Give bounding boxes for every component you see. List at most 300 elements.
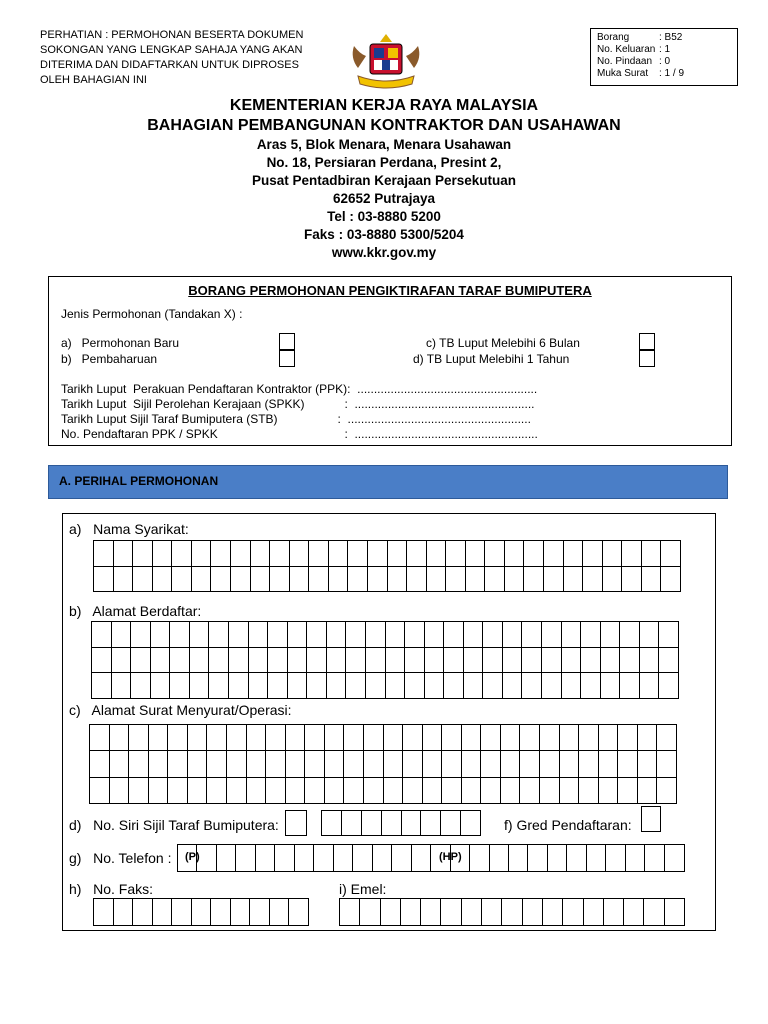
entry-cell[interactable] [462,751,482,777]
entry-cell[interactable] [640,648,660,674]
entry-cell[interactable] [314,845,333,871]
entry-cell[interactable] [503,673,523,699]
entry-cell[interactable] [562,673,582,699]
entry-cell[interactable] [168,725,188,751]
entry-cell[interactable] [505,567,525,593]
entry-cell[interactable] [305,751,325,777]
entry-cell[interactable] [170,648,190,674]
entry-cell[interactable] [231,567,251,593]
entry-cell[interactable] [129,751,149,777]
entry-cell[interactable] [90,751,110,777]
entry-cell[interactable] [94,899,114,926]
entry-cell[interactable] [211,567,231,593]
entry-cell[interactable] [236,845,255,871]
entry-cell[interactable] [490,845,509,871]
entry-cell[interactable] [540,778,560,804]
entry-cell[interactable] [133,541,153,567]
entry-cell[interactable] [268,673,288,699]
entry-cell[interactable] [307,622,327,648]
entry-cell[interactable] [149,751,169,777]
entry-cell[interactable] [567,845,586,871]
entry-cell[interactable] [622,567,642,593]
entry-cell[interactable] [170,673,190,699]
entry-cell[interactable] [425,673,445,699]
entry-cell[interactable] [247,778,267,804]
entry-cell[interactable] [482,899,502,926]
entry-cell[interactable] [522,673,542,699]
entry-cell[interactable] [464,622,484,648]
entry-cell[interactable] [170,622,190,648]
entry-cell[interactable] [131,673,151,699]
entry-cell[interactable] [114,541,134,567]
entry-cell[interactable] [94,541,114,567]
entry-cell[interactable] [581,622,601,648]
entry-cell[interactable] [133,899,153,926]
entry-cell[interactable] [92,622,112,648]
entry-cell[interactable] [542,673,562,699]
entry-cell[interactable] [207,725,227,751]
entry-cell[interactable] [665,845,684,871]
entry-cell[interactable] [405,622,425,648]
entry-cell[interactable] [192,541,212,567]
entry-cell[interactable] [542,622,562,648]
entry-cell[interactable] [640,673,660,699]
entry-cell[interactable] [481,778,501,804]
entry-cell[interactable] [464,673,484,699]
entry-cell[interactable] [407,541,427,567]
entry-cell[interactable] [92,673,112,699]
entry-cell[interactable] [421,811,441,836]
entry-cell[interactable] [642,541,662,567]
entry-cell[interactable] [256,845,275,871]
entry-cell[interactable] [325,725,345,751]
entry-cell[interactable] [151,648,171,674]
entry-cell[interactable] [563,899,583,926]
entry-cell[interactable] [501,751,521,777]
spkk-expiry-field[interactable]: Tarikh Luput Sijil Perolehan Kerajaan (SPKK) : ...................................................... [61,397,535,411]
entry-cell[interactable] [581,673,601,699]
entry-cell[interactable] [129,778,149,804]
entry-cell[interactable] [110,778,130,804]
entry-cell[interactable] [579,751,599,777]
entry-cell[interactable] [528,845,547,871]
entry-cell[interactable] [209,622,229,648]
entry-cell[interactable] [94,567,114,593]
entry-cell[interactable] [211,899,231,926]
entry-cell[interactable] [645,845,664,871]
entry-cell[interactable] [524,567,544,593]
entry-cell[interactable] [587,845,606,871]
entry-cell[interactable] [366,622,386,648]
entry-cell[interactable] [603,567,623,593]
entry-cell[interactable] [286,751,306,777]
entry-cell[interactable] [227,751,247,777]
entry-cell[interactable] [386,648,406,674]
entry-cell[interactable] [421,899,441,926]
entry-cell[interactable] [470,845,489,871]
entry-cell[interactable] [188,725,208,751]
entry-cell[interactable] [442,725,462,751]
entry-cell[interactable] [441,899,461,926]
entry-cell[interactable] [485,567,505,593]
entry-cell[interactable] [334,845,353,871]
entry-cell[interactable] [231,541,251,567]
entry-cell[interactable] [309,541,329,567]
entry-cell[interactable] [462,899,482,926]
entry-cell[interactable] [172,899,192,926]
entry-cell[interactable] [92,648,112,674]
entry-cell[interactable] [657,725,677,751]
entry-cell[interactable] [227,778,247,804]
entry-cell[interactable] [366,673,386,699]
entry-cell[interactable] [368,567,388,593]
entry-cell[interactable] [322,811,342,836]
entry-cell[interactable] [346,673,366,699]
entry-cell[interactable] [288,673,308,699]
option-new-checkbox[interactable] [279,333,295,350]
entry-cell[interactable] [192,899,212,926]
entry-cell[interactable] [190,673,210,699]
stb-expiry-field[interactable]: Tarikh Luput Sijil Taraf Bumiputera (STB) : ....................................................... [61,412,531,426]
entry-cell[interactable] [211,541,231,567]
entry-cell[interactable] [197,845,216,871]
entry-cell[interactable] [247,725,267,751]
entry-cell[interactable] [344,751,364,777]
entry-cell[interactable] [114,899,134,926]
entry-cell[interactable] [520,751,540,777]
entry-cell[interactable] [601,648,621,674]
entry-cell[interactable] [599,725,619,751]
entry-cell[interactable] [151,622,171,648]
entry-cell[interactable] [659,648,679,674]
entry-cell[interactable] [217,845,236,871]
entry-cell[interactable] [604,899,624,926]
entry-cell[interactable] [229,622,249,648]
entry-cell[interactable] [209,648,229,674]
option-expired-6-months-checkbox[interactable] [639,333,655,350]
entry-cell[interactable] [542,648,562,674]
entry-cell[interactable] [110,751,130,777]
entry-cell[interactable] [618,778,638,804]
entry-cell[interactable] [362,811,382,836]
entry-cell[interactable] [583,541,603,567]
entry-cell[interactable] [509,845,528,871]
entry-cell[interactable] [403,725,423,751]
entry-cell[interactable] [620,673,640,699]
entry-cell[interactable] [618,725,638,751]
entry-cell[interactable] [360,899,380,926]
entry-cell[interactable] [149,725,169,751]
entry-cell[interactable] [250,899,270,926]
entry-cell[interactable] [425,648,445,674]
entry-cell[interactable] [657,778,677,804]
entry-cell[interactable] [381,899,401,926]
entry-cell[interactable] [249,622,269,648]
entry-cell[interactable] [388,567,408,593]
entry-cell[interactable] [523,899,543,926]
entry-cell[interactable] [661,541,681,567]
entry-cell[interactable] [270,567,290,593]
entry-cell[interactable] [501,725,521,751]
entry-cell[interactable] [286,811,307,836]
entry-cell[interactable] [168,751,188,777]
entry-cell[interactable] [327,622,347,648]
entry-cell[interactable] [288,622,308,648]
entry-cell[interactable] [290,541,310,567]
entry-cell[interactable] [364,778,384,804]
entry-cell[interactable] [505,541,525,567]
entry-cell[interactable] [661,567,681,593]
entry-cell[interactable] [638,725,658,751]
entry-cell[interactable] [583,567,603,593]
entry-cell[interactable] [90,778,110,804]
entry-cell[interactable] [659,673,679,699]
entry-cell[interactable] [209,673,229,699]
entry-cell[interactable] [665,899,685,926]
entry-cell[interactable] [599,751,619,777]
entry-cell[interactable] [295,845,314,871]
entry-cell[interactable] [446,541,466,567]
entry-cell[interactable] [353,845,372,871]
entry-cell[interactable] [601,622,621,648]
entry-cell[interactable] [305,778,325,804]
entry-cell[interactable] [622,541,642,567]
entry-cell[interactable] [503,622,523,648]
entry-cell[interactable] [229,673,249,699]
entry-cell[interactable] [133,567,153,593]
entry-cell[interactable] [562,648,582,674]
entry-cell[interactable] [270,541,290,567]
entry-cell[interactable] [626,845,645,871]
entry-cell[interactable] [231,899,251,926]
entry-cell[interactable] [427,567,447,593]
entry-cell[interactable] [659,622,679,648]
entry-cell[interactable] [168,778,188,804]
entry-cell[interactable] [584,899,604,926]
entry-cell[interactable] [131,622,151,648]
entry-cell[interactable] [307,673,327,699]
entry-cell[interactable] [485,541,505,567]
entry-cell[interactable] [346,622,366,648]
entry-cell[interactable] [560,725,580,751]
entry-cell[interactable] [188,778,208,804]
option-expired-1-year-checkbox[interactable] [639,350,655,367]
entry-cell[interactable] [481,751,501,777]
entry-cell[interactable] [544,567,564,593]
entry-cell[interactable] [346,648,366,674]
entry-cell[interactable] [366,648,386,674]
entry-cell[interactable] [520,778,540,804]
entry-cell[interactable] [638,778,658,804]
entry-cell[interactable] [522,622,542,648]
entry-cell[interactable] [153,541,173,567]
entry-cell[interactable] [329,567,349,593]
entry-cell[interactable] [524,541,544,567]
telephone-strip[interactable] [177,844,685,872]
entry-cell[interactable] [403,778,423,804]
entry-cell[interactable] [190,622,210,648]
entry-cell[interactable] [251,541,271,567]
entry-cell[interactable] [307,648,327,674]
entry-cell[interactable] [309,567,329,593]
entry-cell[interactable] [483,673,503,699]
entry-cell[interactable] [325,751,345,777]
entry-cell[interactable] [540,725,560,751]
entry-cell[interactable] [441,811,461,836]
entry-cell[interactable] [540,751,560,777]
entry-cell[interactable] [386,622,406,648]
entry-cell[interactable] [560,751,580,777]
entry-cell[interactable] [386,673,406,699]
entry-cell[interactable] [403,751,423,777]
entry-cell[interactable] [112,648,132,674]
fax-grid[interactable] [93,898,309,926]
entry-cell[interactable] [638,751,658,777]
entry-cell[interactable] [384,778,404,804]
entry-cell[interactable] [606,845,625,871]
entry-cell[interactable] [442,751,462,777]
entry-cell[interactable] [190,648,210,674]
entry-cell[interactable] [423,751,443,777]
entry-cell[interactable] [344,725,364,751]
registration-grade-box[interactable] [641,806,661,832]
entry-cell[interactable] [342,811,362,836]
entry-cell[interactable] [348,567,368,593]
entry-cell[interactable] [373,845,392,871]
entry-cell[interactable] [384,725,404,751]
entry-cell[interactable] [401,899,421,926]
entry-cell[interactable] [466,567,486,593]
entry-cell[interactable] [581,648,601,674]
entry-cell[interactable] [286,725,306,751]
entry-cell[interactable] [289,899,309,926]
entry-cell[interactable] [286,778,306,804]
entry-cell[interactable] [464,648,484,674]
entry-cell[interactable] [112,622,132,648]
entry-cell[interactable] [644,899,664,926]
entry-cell[interactable] [368,541,388,567]
entry-cell[interactable] [407,567,427,593]
entry-cell[interactable] [364,725,384,751]
registration-number-field[interactable]: No. Pendaftaran PPK / SPKK : ....................................................... [61,427,538,441]
entry-cell[interactable] [444,648,464,674]
entry-cell[interactable] [329,541,349,567]
entry-cell[interactable] [266,725,286,751]
entry-cell[interactable] [620,648,640,674]
entry-cell[interactable] [90,725,110,751]
entry-cell[interactable] [405,673,425,699]
email-grid[interactable] [339,898,685,926]
entry-cell[interactable] [564,541,584,567]
entry-cell[interactable] [483,648,503,674]
entry-cell[interactable] [192,567,212,593]
entry-cell[interactable] [522,648,542,674]
entry-cell[interactable] [642,567,662,593]
entry-cell[interactable] [423,778,443,804]
entry-cell[interactable] [249,648,269,674]
entry-cell[interactable] [520,725,540,751]
entry-cell[interactable] [266,778,286,804]
entry-cell[interactable] [461,811,481,836]
entry-cell[interactable] [562,622,582,648]
entry-cell[interactable] [382,811,402,836]
entry-cell[interactable] [483,622,503,648]
entry-cell[interactable] [599,778,619,804]
entry-cell[interactable] [188,751,208,777]
entry-cell[interactable] [603,541,623,567]
entry-cell[interactable] [388,541,408,567]
entry-cell[interactable] [501,778,521,804]
entry-cell[interactable] [384,751,404,777]
entry-cell[interactable] [657,751,677,777]
entry-cell[interactable] [640,622,660,648]
entry-cell[interactable] [579,725,599,751]
entry-cell[interactable] [402,811,422,836]
entry-cell[interactable] [153,899,173,926]
entry-cell[interactable] [620,622,640,648]
entry-cell[interactable] [247,751,267,777]
entry-cell[interactable] [618,751,638,777]
entry-cell[interactable] [110,725,130,751]
entry-cell[interactable] [270,899,290,926]
entry-cell[interactable] [624,899,644,926]
stb-serial-grid[interactable] [321,810,481,836]
entry-cell[interactable] [229,648,249,674]
entry-cell[interactable] [325,778,345,804]
entry-cell[interactable] [268,622,288,648]
entry-cell[interactable] [543,899,563,926]
entry-cell[interactable] [560,778,580,804]
entry-cell[interactable] [290,567,310,593]
entry-cell[interactable] [601,673,621,699]
entry-cell[interactable] [207,778,227,804]
entry-cell[interactable] [466,541,486,567]
entry-cell[interactable] [442,778,462,804]
entry-cell[interactable] [266,751,286,777]
entry-cell[interactable] [502,899,522,926]
entry-cell[interactable] [548,845,567,871]
entry-cell[interactable] [288,648,308,674]
entry-cell[interactable] [207,751,227,777]
entry-cell[interactable] [149,778,169,804]
entry-cell[interactable] [348,541,368,567]
entry-cell[interactable] [425,622,445,648]
entry-cell[interactable] [268,648,288,674]
entry-cell[interactable] [481,725,501,751]
entry-cell[interactable] [153,567,173,593]
entry-cell[interactable] [444,622,464,648]
entry-cell[interactable] [172,541,192,567]
entry-cell[interactable] [444,673,464,699]
entry-cell[interactable] [227,725,247,751]
entry-cell[interactable] [544,541,564,567]
entry-cell[interactable] [327,673,347,699]
entry-cell[interactable] [344,778,364,804]
entry-cell[interactable] [305,725,325,751]
entry-cell[interactable] [642,807,661,832]
entry-cell[interactable] [114,567,134,593]
entry-cell[interactable] [340,899,360,926]
entry-cell[interactable] [172,567,192,593]
company-name-grid[interactable] [93,540,681,592]
ppk-expiry-field[interactable]: Tarikh Luput Perakuan Pendaftaran Kontraktor (PPK): ...................................................... [61,382,538,396]
entry-cell[interactable] [327,648,347,674]
entry-cell[interactable] [405,648,425,674]
entry-cell[interactable] [151,673,171,699]
entry-cell[interactable] [427,541,447,567]
entry-cell[interactable] [579,778,599,804]
option-renewal-checkbox[interactable] [279,350,295,367]
